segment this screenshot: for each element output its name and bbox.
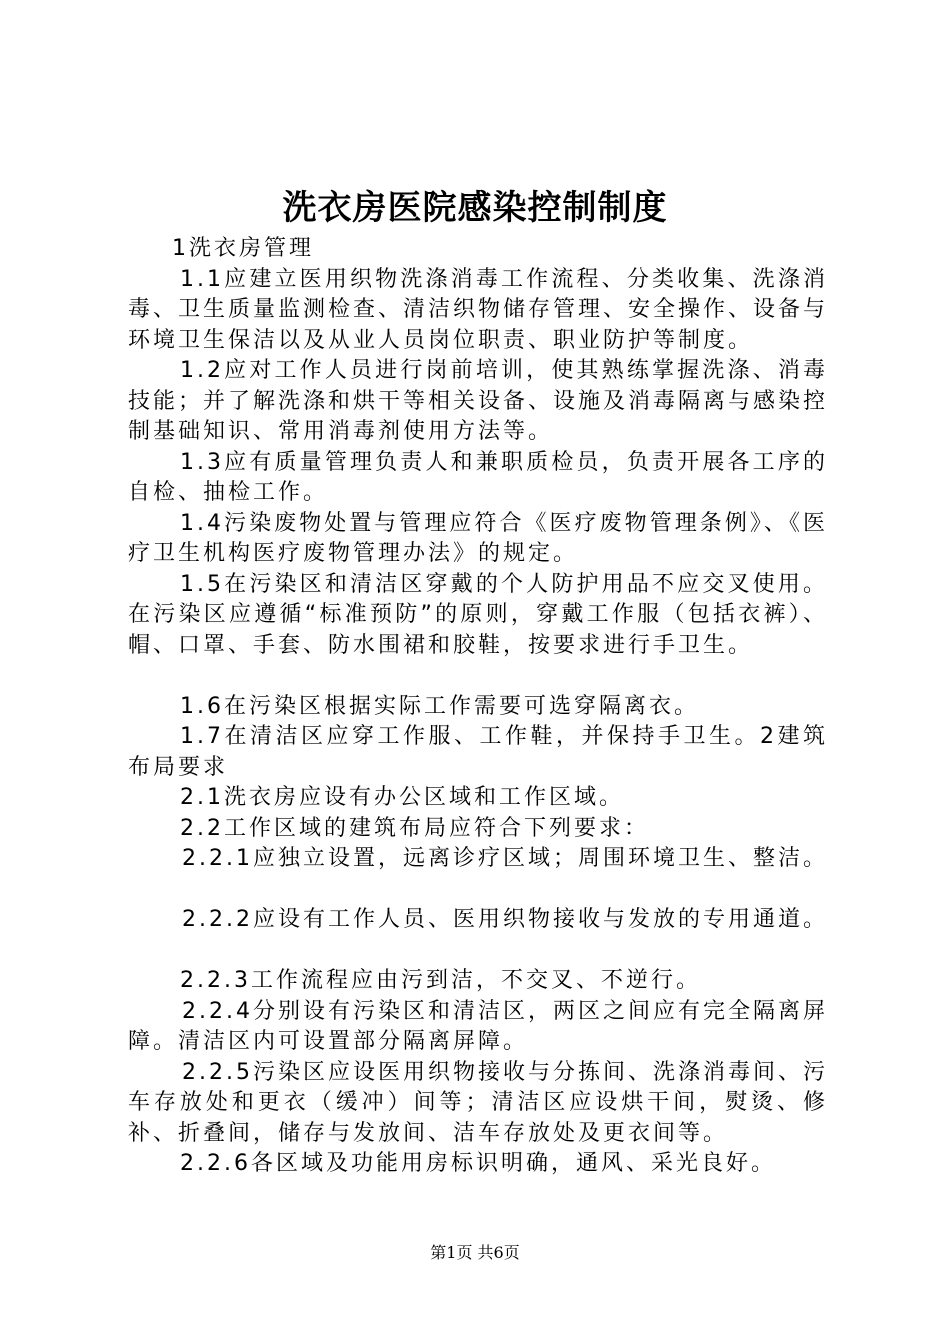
paragraph: 1.2应对工作人员进行岗前培训，使其熟练掌握洗涤、消毒技能；并了解洗涤和烘干等相关设备、设施及消毒隔离与感染控制基础知识、常用消毒剂使用方法等。 [128,358,829,444]
paragraph: 1.4污染废物处置与管理应符合《医疗废物管理条例》、《医疗卫生机构医疗废物管理办法》的规定。 [128,510,828,566]
paragraph: 1.3应有质量管理负责人和兼职质检员，负责开展各工序的自检、抽检工作。 [128,449,828,505]
paragraph: 2.2.1应独立设置，远离诊疗区域；周围环境卫生、整洁。 [182,846,828,871]
paragraph: 1.5在污染区和清洁区穿戴的个人防护用品不应交叉使用。在污染区应遵循“标准预防”的原则，穿戴工作服（包括衣裤）、帽、口罩、手套、防水围裙和胶鞋，按要求进行手卫生。 [128,571,828,658]
paragraph-spacer [128,936,828,967]
paragraph: 2.2.3工作流程应由污到洁，不交叉、不逆行。 [180,968,701,993]
section-heading: 1洗衣房管理 [172,236,314,261]
paragraph: 2.1洗衣房应设有办公区域和工作区域。 [180,785,624,810]
paragraph-spacer [128,875,828,906]
paragraph: 1.6在污染区根据实际工作需要可选穿隔离衣。 [180,693,699,719]
paragraph: 2.2.4分别设有污染区和清洁区，两区之间应有完全隔离屏障。清洁区内可设置部分隔离屏障。 [128,998,828,1054]
paragraph: 1.7在清洁区应穿工作服、工作鞋，并保持手卫生。2建筑布局要求 [128,724,828,780]
paragraph: 2.2.6各区域及功能用房标识明确，通风、采光良好。 [180,1151,776,1176]
paragraph: 2.2.2应设有工作人员、医用织物接收与发放的专用通道。 [182,907,828,932]
document-title: 洗衣房医院感染控制制度 [282,188,668,228]
page-footer: 第1页 共6页 [430,1243,520,1262]
paragraph-spacer [128,661,828,692]
paragraph: 2.2工作区域的建筑布局应符合下列要求： [180,815,649,841]
document-body [128,234,828,1180]
paragraph: 2.2.5污染区应设医用织物接收与分拣间、洗涤消毒间、污车存放处和更衣（缓冲）间等；清洁区应设烘干间，熨烫、修补、折叠间，储存与发放间、洁车存放处及更衣间等。 [128,1059,828,1146]
paragraph: 1.1应建立医用织物洗涤消毒工作流程、分类收集、洗涤消毒、卫生质量监测检查、清洁织物储存管理、安全操作、设备与环境卫生保洁以及从业人员岗位职责、职业防护等制度。 [128,266,829,353]
